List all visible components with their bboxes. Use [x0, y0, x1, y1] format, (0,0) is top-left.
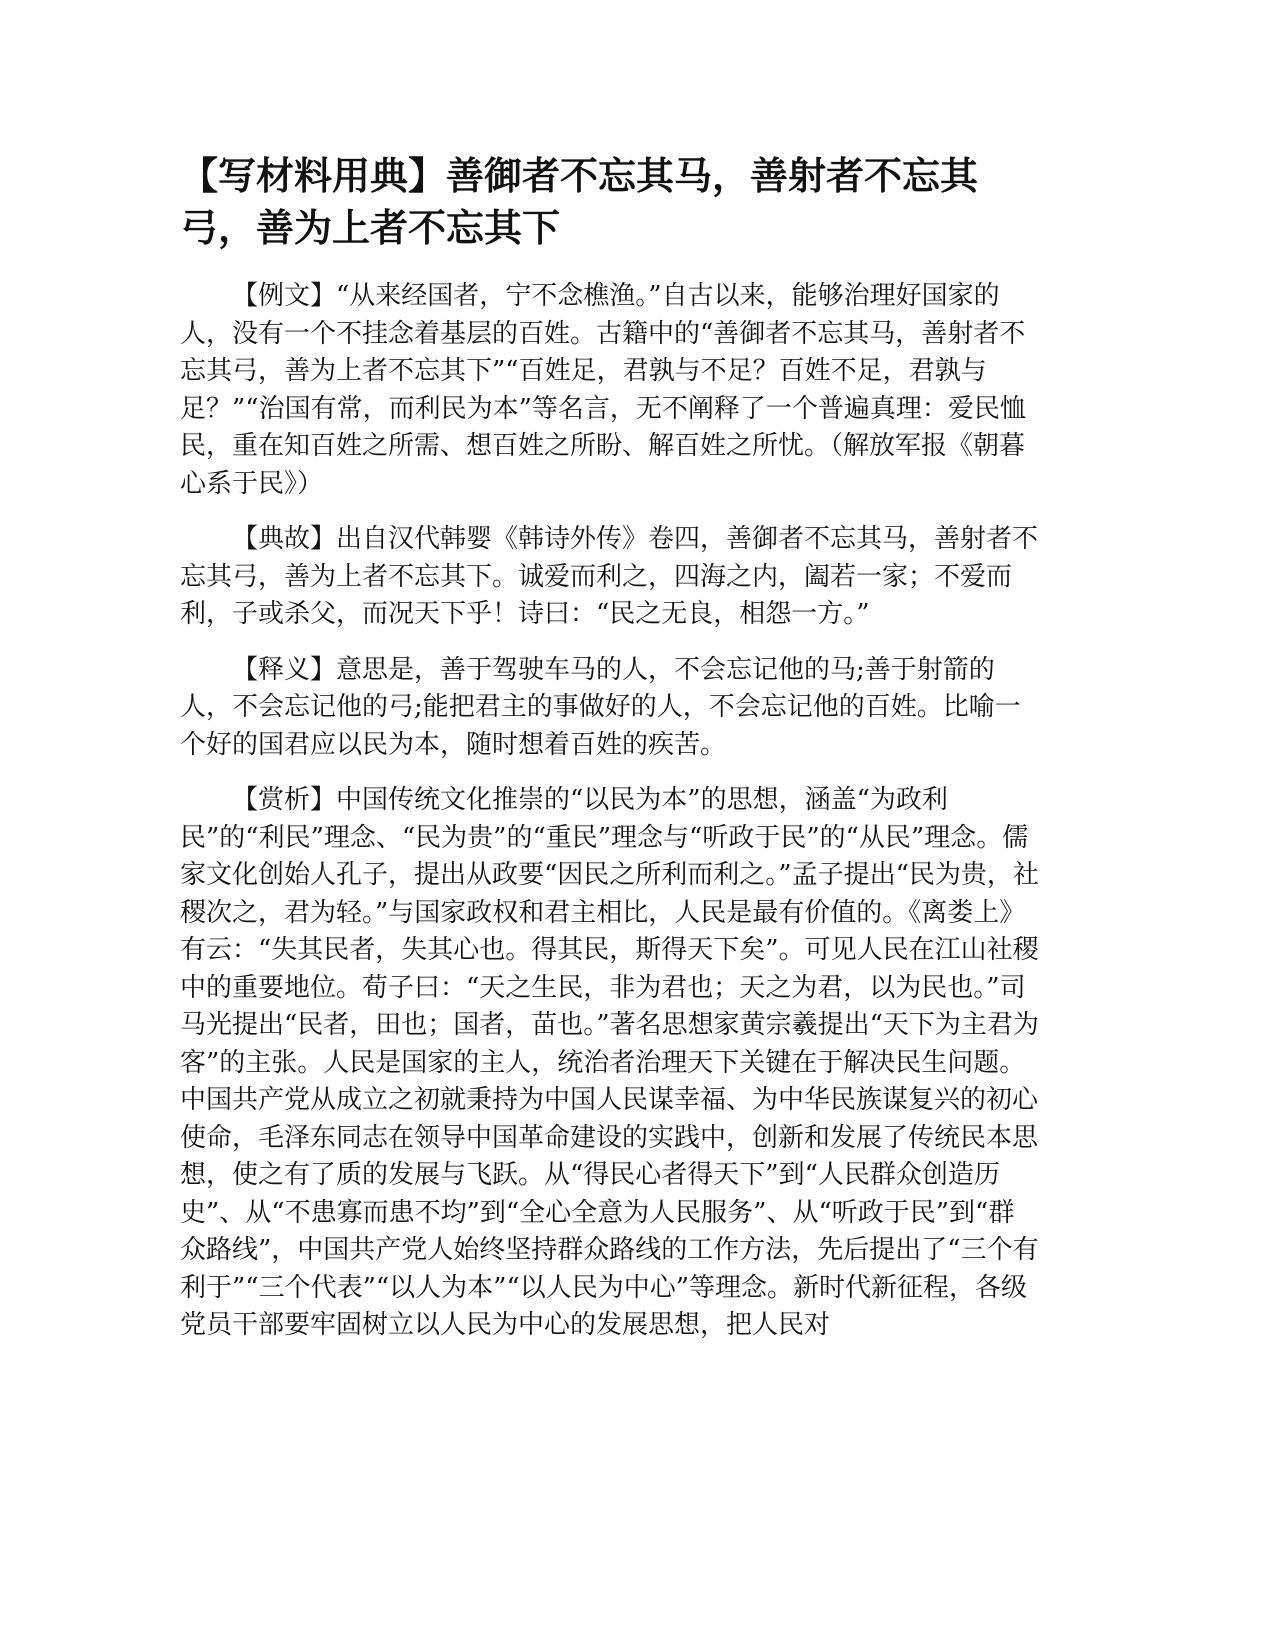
paragraph-appreciation-text: 中国传统文化推崇的“以民为本”的思想，涵盖“为政利民”的“利民”理念、“民为贵”的“重民”理念与“听政于民”的“从民”理念。儒家文化创始人孔子，提出从政要“因民之所利而利之。”孟子提出“民为贵，社稷次之，君为轻。”与国家政权和君主相比，人民是最有价值的。《离娄上》有云：“失其民者，失其心也。得其民，斯得天下矣”。可见人民在江山社稷中的重要地位。荀子曰：“天之生民，非为君也；天之为君，以为民也。”司马光提出“民者，田也；国者，苗也。”著名思想家黄宗羲提出“天下为主君为客”的主张。人民是国家的主人，统治者治理天下关键在于解决民生问题。中国共产党从成立之初就秉持为中国人民谋幸福、为中华民族谋复兴的初心使命，毛泽东同志在领导中国革命建设的实践中，创新和发展了传统民本思想，使之有了质的发展与飞跃。从“得民心者得天下”到“人民群众创造历史”、从“不患寡而患不均”到“全心全意为人民服务”、从“听政于民”到“群众路线”，中国共产党人始终坚持群众路线的工作方法，先后提出了“三个有利于”“三个代表”“以人为本”“以人民为中心”等理念。新时代新征程，各级党员干部要牢固树立以人民为中心的发展思想，把人民对	[180, 785, 1039, 1340]
paragraph-meaning-text: 意思是，善于驾驶车马的人，不会忘记他的马;善于射箭的人，不会忘记他的弓;能把君主的事做好的人，不会忘记他的百姓。比喻一个好的国君应以民为本，随时想着百姓的疾苦。	[180, 654, 1021, 760]
section-tag-meaning: 【释义】	[232, 654, 337, 685]
paragraph-appreciation	[180, 782, 1040, 1345]
document-title: 【写材料用典】善御者不忘其马，善射者不忘其弓，善为上者不忘其下	[180, 154, 979, 250]
paragraph-meaning	[180, 652, 1040, 765]
paragraph-allusion	[180, 521, 1040, 634]
paragraph-allusion-text: 出自汉代韩婴《韩诗外传》卷四，善御者不忘其马，善射者不忘其弓，善为上者不忘其下。诚爱而利之，四海之内，阖若一家；不爱而利，子或杀父，而况天下乎！诗曰：“民之无良，相怨一方。”	[180, 524, 1039, 629]
document-page	[180, 150, 1040, 1363]
paragraph-example	[180, 278, 1040, 503]
paragraph-example-text: “从来经国者，宁不念樵渔。”自古以来，能够治理好国家的人，没有一个不挂念着基层的百姓。古籍中的“善御者不忘其马，善射者不忘其弓，善为上者不忘其下”“百姓足，君孰与不足？百姓不足，君孰与足？”“治国有常，而利民为本”等名言，无不阐释了一个普遍真理：爱民恤民，重在知百姓之所需、想百姓之所盼、解百姓之所忧。（解放军报《朝暮心系于民》）	[180, 281, 1026, 499]
section-tag-allusion: 【典故】	[232, 524, 337, 554]
section-tag-example: 【例文】	[232, 281, 337, 311]
section-tag-appreciation: 【赏析】	[232, 785, 337, 815]
